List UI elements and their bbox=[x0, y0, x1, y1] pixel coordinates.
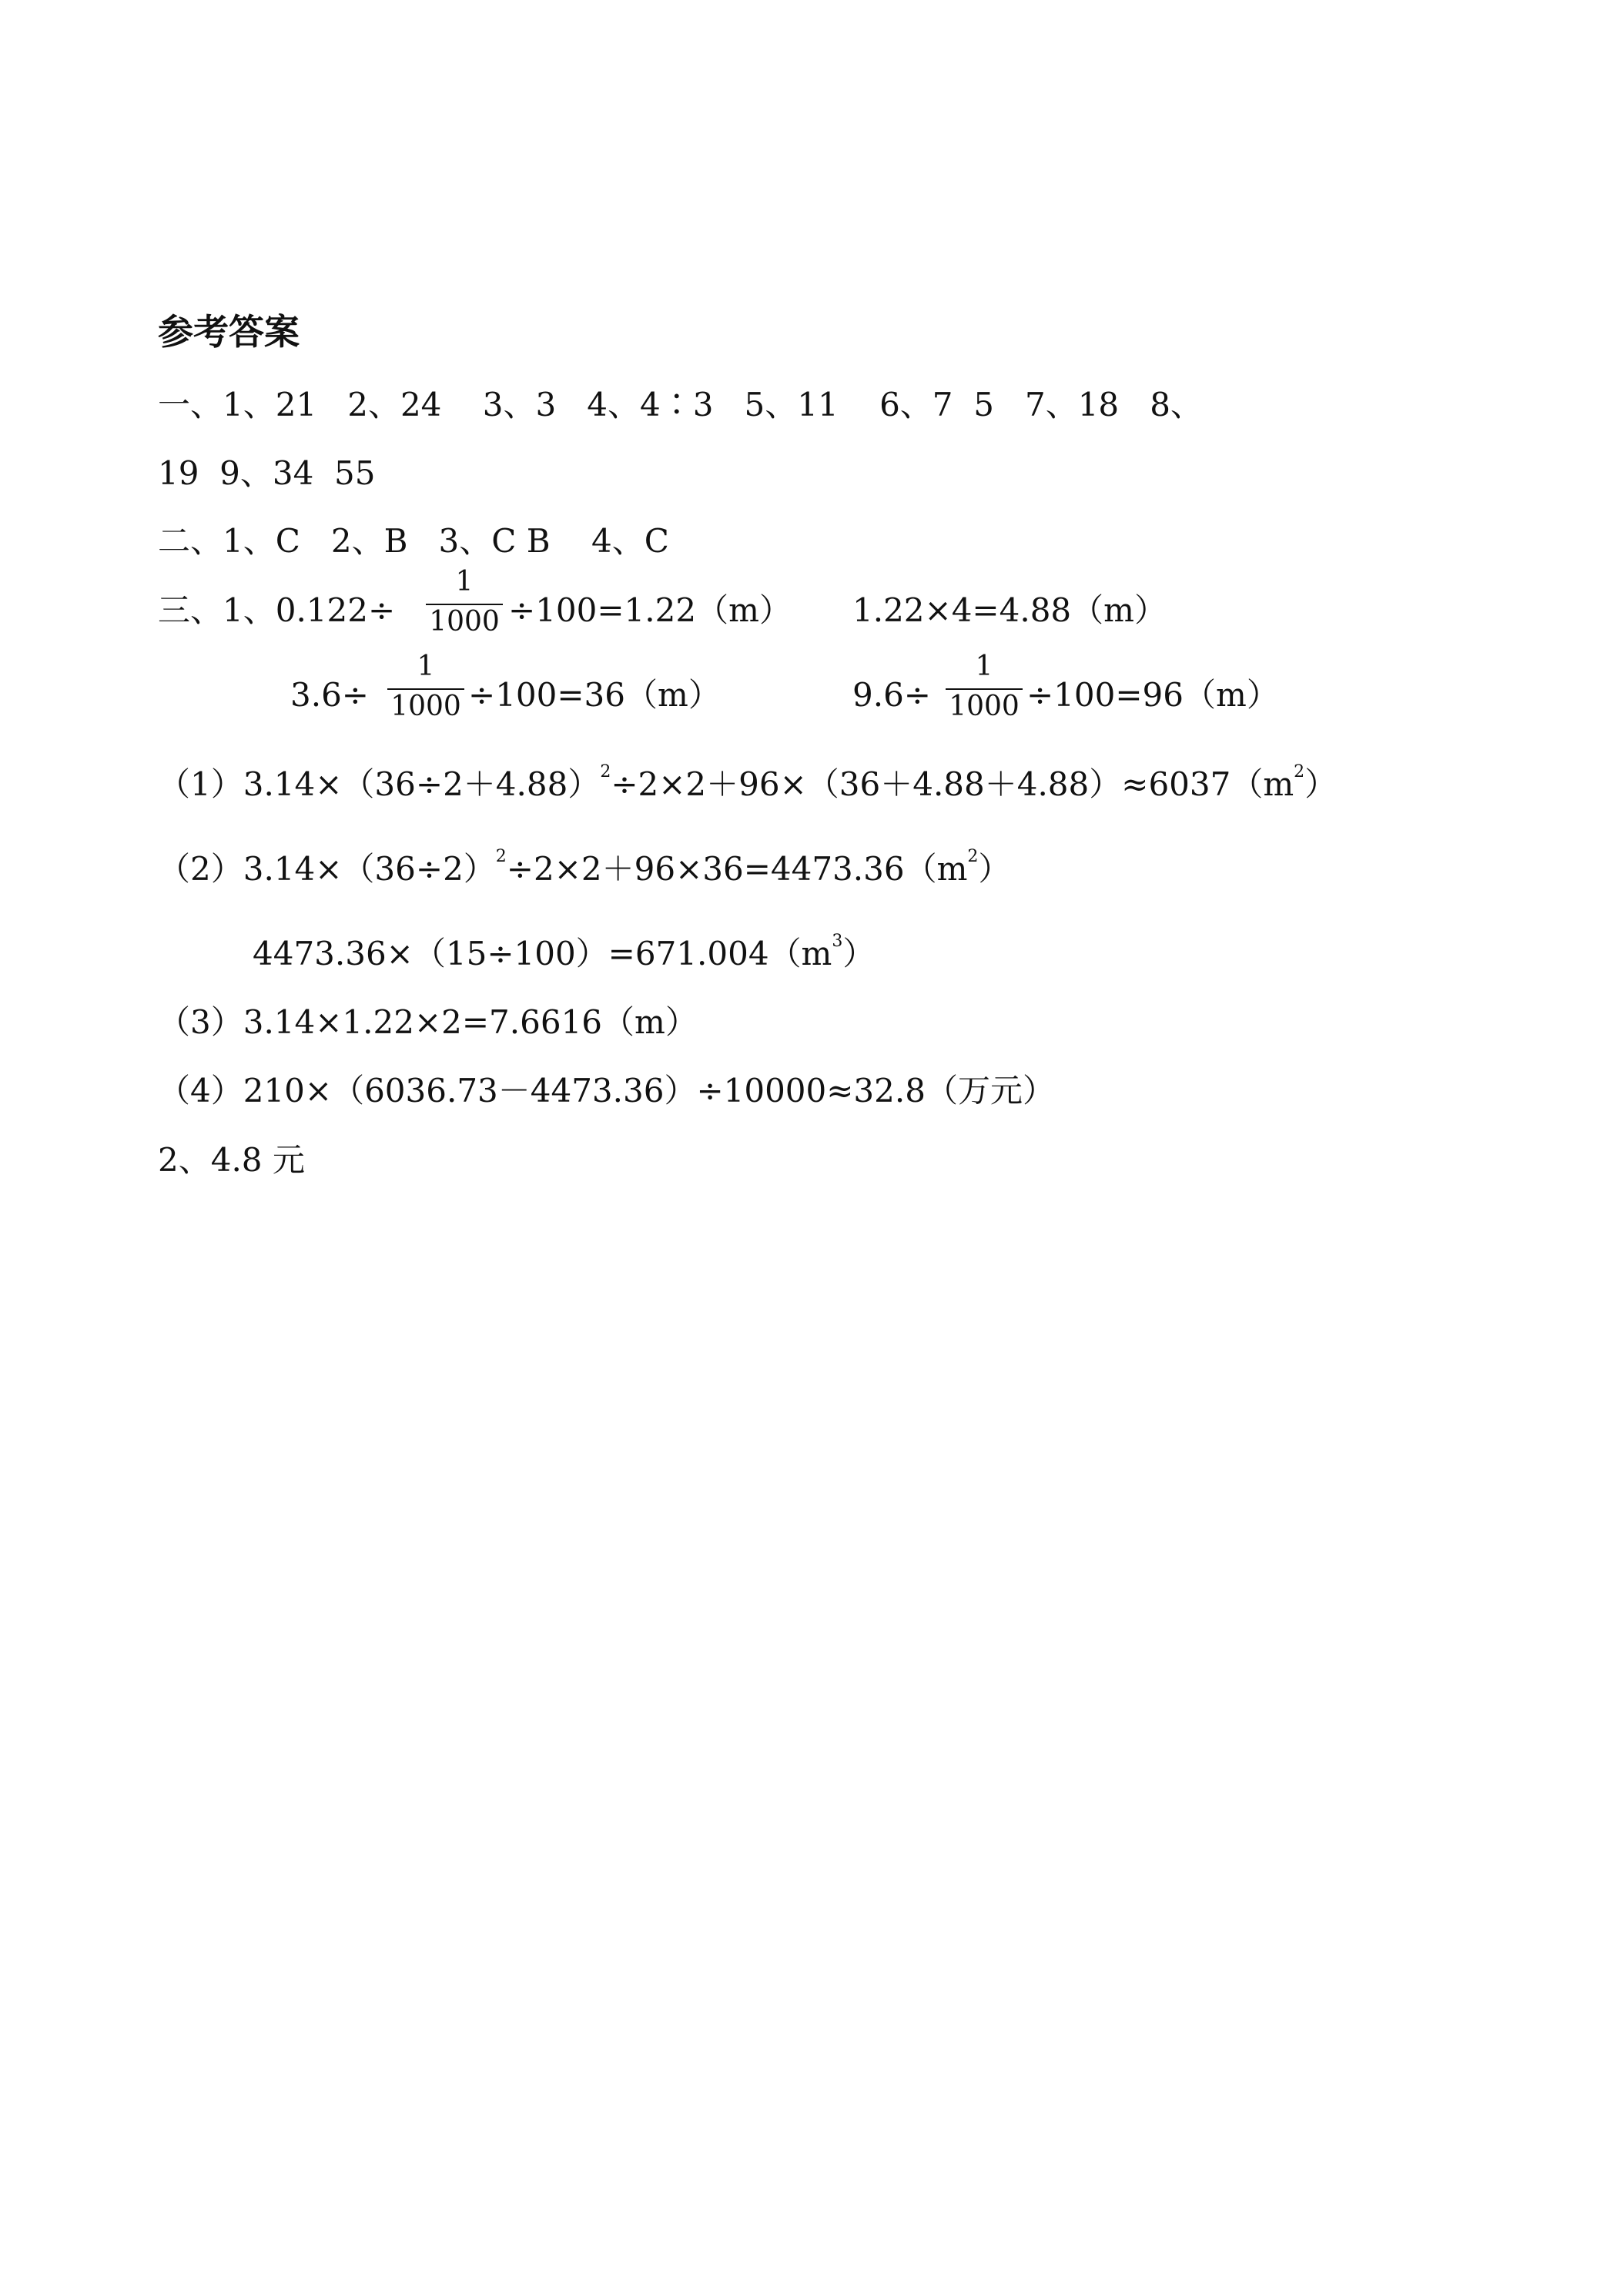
fraction-bar bbox=[946, 688, 1023, 690]
q2-unit-exponent: 2 bbox=[967, 847, 979, 866]
q2-line2-unit-exponent: 3 bbox=[832, 932, 843, 951]
fraction-numerator: 1 bbox=[455, 566, 474, 597]
q2-line2-part-a: 4473.36×（15÷100）=671.004（m bbox=[253, 935, 832, 972]
fraction-numerator: 1 bbox=[975, 651, 993, 682]
q2-exponent: 2 bbox=[495, 847, 507, 866]
part3-row2-right-prefix: 9.6÷ bbox=[852, 676, 931, 714]
fraction-denominator: 1000 bbox=[949, 691, 1020, 722]
fraction-3 bbox=[946, 653, 1023, 721]
answer-line-part2-1: 二、1、C 2、B 3、C B 4、C bbox=[158, 522, 669, 560]
q1-part-c: ） bbox=[1304, 765, 1338, 803]
part3-final-answer: 2、4.8 元 bbox=[158, 1141, 305, 1179]
fraction-2 bbox=[387, 653, 464, 721]
fraction-denominator: 1000 bbox=[429, 606, 500, 638]
fraction-numerator: 1 bbox=[417, 651, 435, 682]
q2-part-a: （2）3.14×（36÷2） bbox=[158, 850, 496, 888]
part3-q1 bbox=[158, 762, 1338, 803]
part3-row2-left-after: ÷100=36（m） bbox=[468, 676, 721, 714]
q1-exponent: 2 bbox=[600, 762, 611, 782]
q2-part-c: ） bbox=[978, 850, 1011, 888]
fraction-1 bbox=[426, 568, 503, 636]
part3-row2-right-after: ÷100=96（m） bbox=[1026, 676, 1279, 714]
part3-row1-right: 1.22×4=4.88（m） bbox=[852, 591, 1167, 629]
q1-unit-exponent: 2 bbox=[1294, 762, 1305, 782]
part3-q4: （4）210×（6036.73－4473.36）÷10000≈32.8（万元） bbox=[158, 1072, 1055, 1110]
answer-line-part1-1: 一、1、21 2、24 3、3 4、4∶3 5、11 6、7 5 7、18 8、 bbox=[158, 386, 1203, 423]
fraction-bar bbox=[387, 688, 464, 690]
part3-row2-left-prefix: 3.6÷ bbox=[290, 676, 369, 714]
fraction-denominator: 1000 bbox=[390, 691, 461, 722]
part3-row1-after: ÷100=1.22（m） bbox=[508, 591, 792, 629]
q2-part-b: ÷2×2＋96×36=4473.36（m bbox=[506, 850, 968, 888]
part3-q2-line2 bbox=[253, 932, 876, 972]
part3-q2 bbox=[158, 847, 1011, 888]
q1-part-b: ÷2×2＋96×（36＋4.88＋4.88）≈6037（m bbox=[611, 765, 1294, 803]
fraction-bar bbox=[426, 604, 503, 605]
part3-q3: （3）3.14×1.22×2=7.6616（m） bbox=[158, 1003, 698, 1041]
part3-row1-prefix: 三、1、0.122÷ bbox=[158, 591, 396, 629]
q1-part-a: （1）3.14×（36÷2＋4.88） bbox=[158, 765, 601, 803]
page-title: 参考答案 bbox=[158, 311, 300, 353]
q2-line2-part-b: ） bbox=[842, 935, 876, 972]
answer-line-part1-2: 19 9、34 55 bbox=[158, 454, 376, 492]
